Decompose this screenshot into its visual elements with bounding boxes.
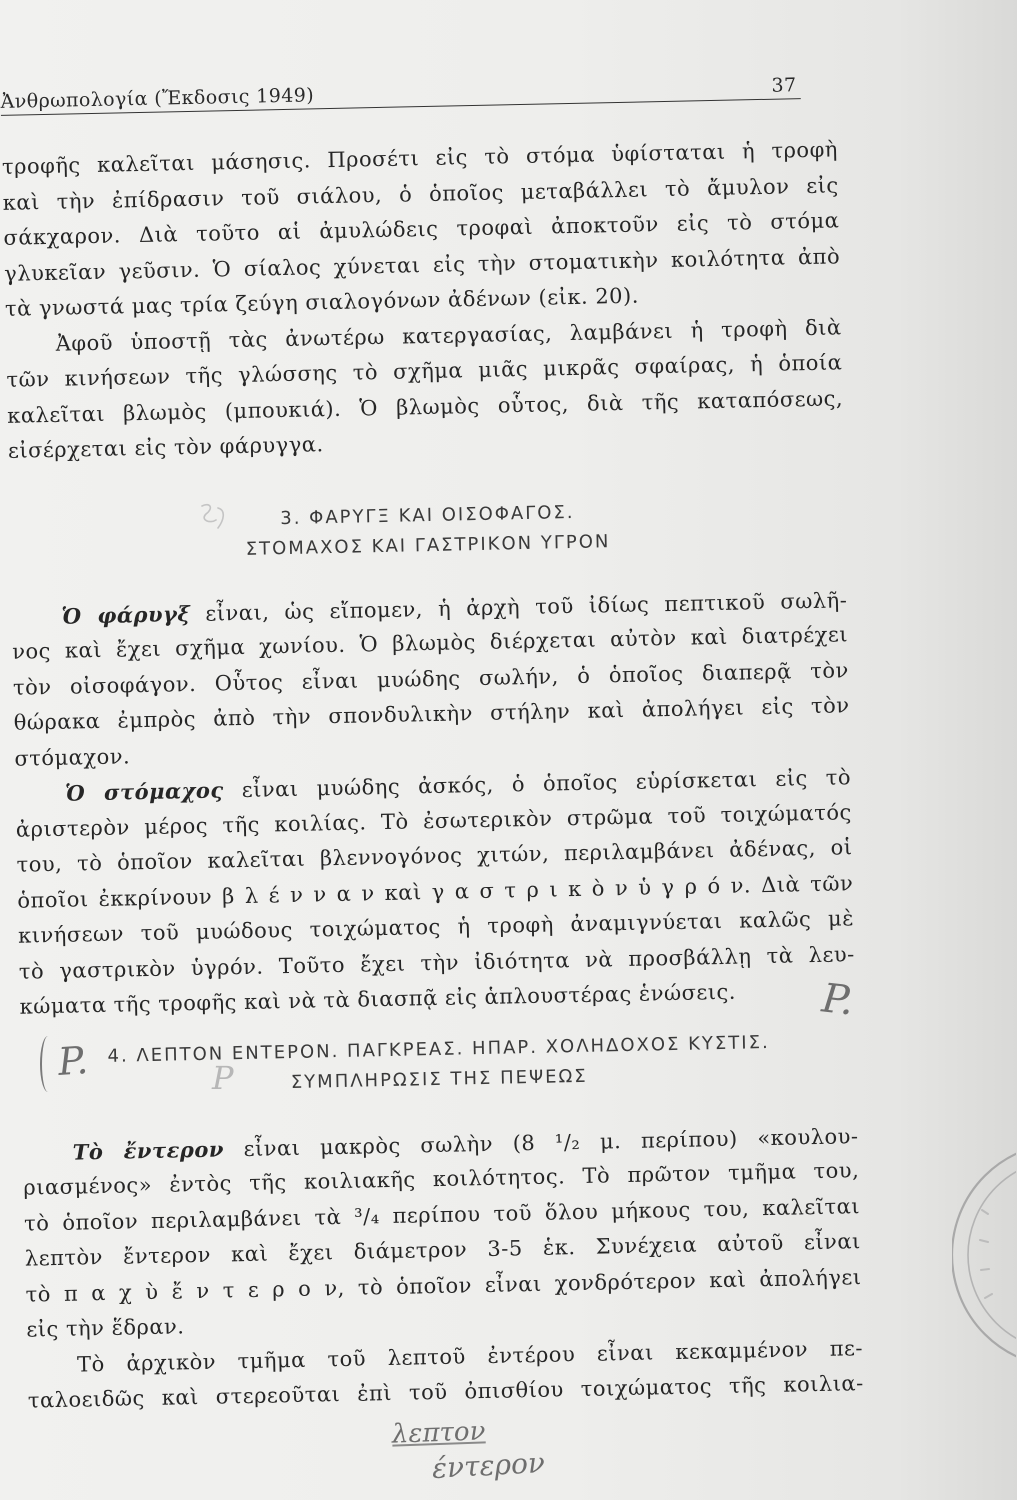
- text-line: καὶ τὴν ἐπίδρασιν τοῦ σιάλου, ὁ ὁποῖος μεταβάλλει τὸ ἄμυλον εἰς: [2, 172, 839, 215]
- running-title: Ἀνθρωπολογία (Ἔκδοσις 1949): [0, 84, 315, 113]
- text-line: Τὸ ἀρχικὸν τμῆμα τοῦ λεπτοῦ ἐντέρου εἶναι κεκαμμένον πε-: [76, 1335, 864, 1377]
- paragraph-intestine: [22, 1118, 862, 1348]
- margin-note-left: P.: [56, 1038, 90, 1084]
- text-line: τὸ γαστρικὸν ὑγρόν. Τοῦτο ἔχει τὴν ἰδιότητα νὰ προσβάλλῃ τὰ λευ-: [18, 941, 855, 984]
- section-title-line: 4. ΛΕΠΤΟΝ ΕΝΤΕΡΟΝ. ΠΑΓΚΡΕΑΣ. ΗΠΑΡ. ΧΟΛΗΔΟΧΟΣ ΚΥΣΤΙΣ.: [107, 1031, 770, 1067]
- text-line: τὸν οἰσοφάγον. Οὗτος εἶναι μυώδης σωλήν, ὁ ὁποῖος διαπερᾷ τὸν: [12, 657, 849, 700]
- paragraph-bolus: [5, 310, 844, 469]
- library-stamp: [952, 1130, 1016, 1380]
- handwritten-note: λεπτον: [391, 1416, 486, 1450]
- text-line: στόμαχον.: [14, 743, 131, 771]
- page-text-block: [0, 49, 864, 1419]
- text-line: τροφῆς καλεῖται μάσησις. Προσέτι εἰς τὸ στόμα ὑφίσταται ἡ τροφὴ: [1, 137, 839, 179]
- text-line: νος καὶ ἔχει σχῆμα χωνίου. Ὁ βλωμὸς διέρχεται αὐτὸν καὶ διατρέχει: [11, 622, 849, 664]
- paragraph-stomach: [15, 759, 856, 1025]
- section-heading-3: [9, 492, 846, 569]
- text-run: εἶναι μακρὸς σωλὴν (8 ¹/₂ μ. περίπου) «κουλου-: [243, 1123, 859, 1161]
- paragraph-mastication: [2, 132, 842, 327]
- handwritten-note: έντερον: [431, 1446, 546, 1485]
- text-line: εἰς τὴν ἕδραν.: [26, 1314, 185, 1342]
- section-subtitle-line: ΣΥΜΠΛΗΡΩΣΙΣ ΤΗΣ ΠΕΨΕΩΣ: [290, 1065, 588, 1093]
- text-run: εἶναι μυώδης ἀσκός, ὁ ὁποῖος εὑρίσκεται εἰς τὸ: [241, 765, 852, 802]
- text-line: ριασμένος» ἐντὸς τῆς κοιλιακῆς κοιλότητος. Τὸ πρῶτον τμῆμα του,: [23, 1158, 860, 1200]
- paragraph-pharynx: [11, 582, 851, 777]
- term-stomach: Ὁ στόμαχος: [64, 777, 224, 806]
- running-head: [0, 50, 801, 116]
- margin-note-right: P.: [819, 975, 856, 1025]
- text-line: τὰ γνωστά μας τρία ζεύγη σιαλογόνων ἀδένων (εἰκ. 20).: [4, 283, 640, 321]
- pencil-mark: [196, 498, 230, 534]
- term-pharynx: Ὁ φάρυγξ: [61, 600, 191, 629]
- text-line: σάκχαρον. Διὰ τοῦτο αἱ ἀμυλώδεις τροφαὶ ἀποκτοῦν εἰς τὸ στόμα: [3, 208, 840, 250]
- margin-note-faint: P: [212, 1059, 234, 1097]
- section-heading-4: [20, 1026, 857, 1103]
- text-line: γλυκεῖαν γεῦσιν. Ὁ σίαλος χύνεται εἰς τὴν στοματικὴν κοιλότητα ἀπὸ: [4, 243, 841, 286]
- text-line: Ἀφοῦ ὑποστῇ τὰς ἀνωτέρω κατεργασίας, λαμβάνει ἡ τροφὴ διὰ: [55, 314, 842, 356]
- text-line: ἀριστερὸν μέρος τῆς κοιλίας. Τὸ ἐσωτερικὸν στρῶμα τοῦ τοιχώματός: [15, 799, 852, 842]
- text-line: ταλοειδῶς καὶ στερεοῦται ἐπὶ τοῦ ὀπισθίου τοιχώματος τῆς κοιλια-: [27, 1371, 864, 1413]
- text-line: τὸ ὁποῖον περιλαμβάνει τὰ ³/₄ περίπου τοῦ ὅλου μήκους του, καλεῖται: [23, 1193, 861, 1236]
- margin-bracket: [40, 1036, 56, 1092]
- text-line: λεπτὸν ἔντερον καὶ ἔχει διάμετρον 3-5 ἑκ. Συνέχεια αὐτοῦ εἶναι: [24, 1229, 861, 1271]
- text-line: ὁποῖοι ἐκκρίνουν β λ έ ν ν α ν καὶ γ α σ τ ρ ι κ ὸ ν ὑ γ ρ ό ν. Διὰ τῶν: [17, 870, 854, 913]
- text-line: τὸ π α χ ὺ ἔ ν τ ε ρ ο ν, τὸ ὁποῖον εἶναι χονδρότερον καὶ ἀπολήγει: [25, 1264, 862, 1307]
- section-subtitle-line: ΣΤΟΜΑΧΟΣ ΚΑΙ ΓΑΣΤΡΙΚΟΝ ΥΓΡΟΝ: [245, 530, 611, 560]
- text-line: εἰσέρχεται εἰς τὸν φάρυγγα.: [7, 432, 324, 463]
- text-line: κινήσεων τοῦ μυώδους τοιχώματος ἡ τροφὴ ἀναμιγνύεται καλῶς μὲ: [17, 906, 855, 948]
- page-number: 37: [771, 74, 797, 97]
- term-intestine: Τὸ ἔντερον: [72, 1135, 225, 1165]
- text-line: κώματα τῆς τροφῆς καὶ νὰ τὰ διασπᾷ εἰς ἁπλουστέρας ἑνώσεις.: [19, 979, 737, 1019]
- text-line: τῶν κινήσεων τῆς γλώσσης τὸ σχῆμα μιᾶς μικρᾶς σφαίρας, ἡ ὁποία: [6, 350, 843, 392]
- text-line: θώρακα ἐμπρὸς ἀπὸ τὴν σπονδυλικὴν στήλην καὶ ἀπολήγει εἰς τὸν: [13, 693, 850, 735]
- text-line: του, τὸ ὁποῖον καλεῖται βλεννογόνος χιτών, περιλαμβάνει ἀδένας, οἱ: [16, 835, 853, 877]
- text-run: εἶναι, ὡς εἴπομεν, ἡ ἀρχὴ τοῦ ἰδίως πεπτικοῦ σωλῆ-: [205, 587, 848, 626]
- text-line: καλεῖται βλωμὸς (μπουκιά). Ὁ βλωμὸς οὗτος, διὰ τῆς καταπόσεως,: [6, 385, 844, 428]
- section-title-line: 3. ΦΑΡΥΓΞ ΚΑΙ ΟΙΣΟΦΑΓΟΣ.: [280, 501, 575, 529]
